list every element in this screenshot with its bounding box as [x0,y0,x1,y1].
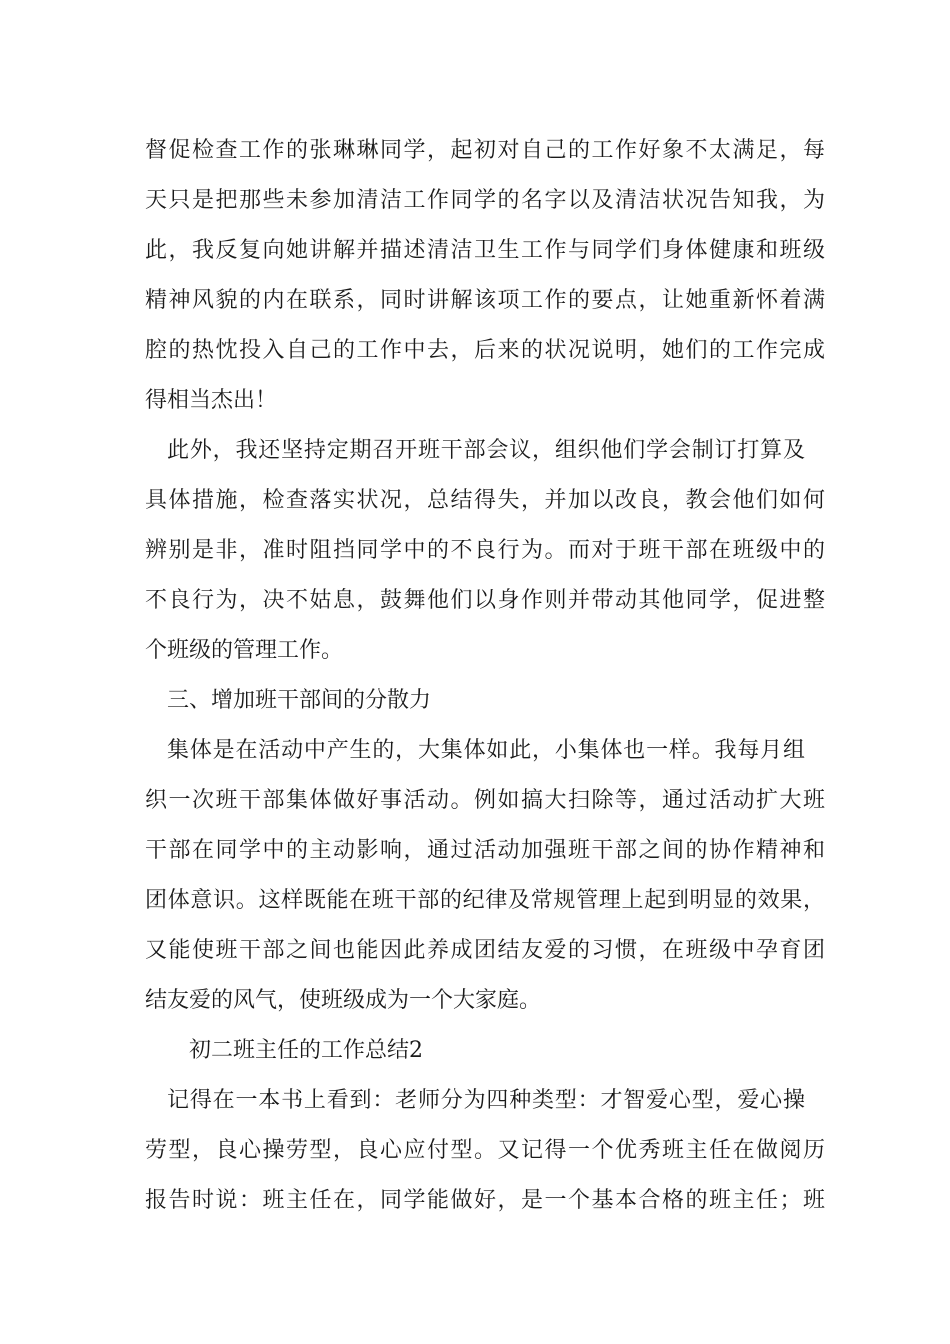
paragraph-line: 督促检查工作的张琳琳同学，起初对自己的工作好象不太满足，每 [145,138,825,163]
paragraph-line: 个班级的管理工作。 [145,638,344,663]
paragraph-line: 又能使班干部之间也能因此养成团结友爱的习惯，在班级中孕育团 [145,938,825,963]
paragraph-line: 具体措施，检查落实状况，总结得失，并加以改良，教会他们如何 [145,488,825,513]
paragraph-line: 织一次班干部集体做好事活动。例如搞大扫除等，通过活动扩大班 [145,788,825,813]
paragraph-line: 此，我反复向她讲解并描述清洁卫生工作与同学们身体健康和班级 [145,238,825,263]
paragraph-line: 记得在一本书上看到：老师分为四种类型：才智爱心型，爱心操 [167,1088,805,1113]
paragraph-line: 不良行为，决不姑息，鼓舞他们以身作则并带动其他同学，促进整 [145,588,825,613]
section-heading: 三、增加班干部间的分散力 [167,688,432,713]
paragraph-line: 集体是在活动中产生的，大集体如此，小集体也一样。我每月组 [167,738,805,763]
paragraph-line: 团体意识。这样既能在班干部的纪律及常规管理上起到明显的效果， [145,888,825,913]
paragraph-line: 辨别是非，准时阻挡同学中的不良行为。而对于班干部在班级中的 [145,538,825,563]
paragraph-line: 报告时说：班主任在，同学能做好，是一个基本合格的班主任；班 [145,1188,825,1213]
paragraph-line: 得相当杰出！ [145,388,278,413]
paragraph-line: 精神风貌的内在联系，同时讲解该项工作的要点，让她重新怀着满 [145,288,825,313]
paragraph-line: 结友爱的风气，使班级成为一个大家庭。 [145,988,542,1013]
paragraph-line: 腔的热忱投入自己的工作中去，后来的状况说明，她们的工作完成 [145,338,825,363]
paragraph-line: 天只是把那些未参加清洁工作同学的名字以及清洁状况告知我，为 [145,188,825,213]
paragraph-line: 劳型，良心操劳型，良心应付型。又记得一个优秀班主任在做阅历 [145,1138,825,1163]
paragraph-line: 干部在同学中的主动影响，通过活动加强班干部之间的协作精神和 [145,838,825,863]
paragraph-line: 此外，我还坚持定期召开班干部会议，组织他们学会制订打算及 [167,438,805,463]
article-title: 初二班主任的工作总结2 [189,1038,423,1063]
